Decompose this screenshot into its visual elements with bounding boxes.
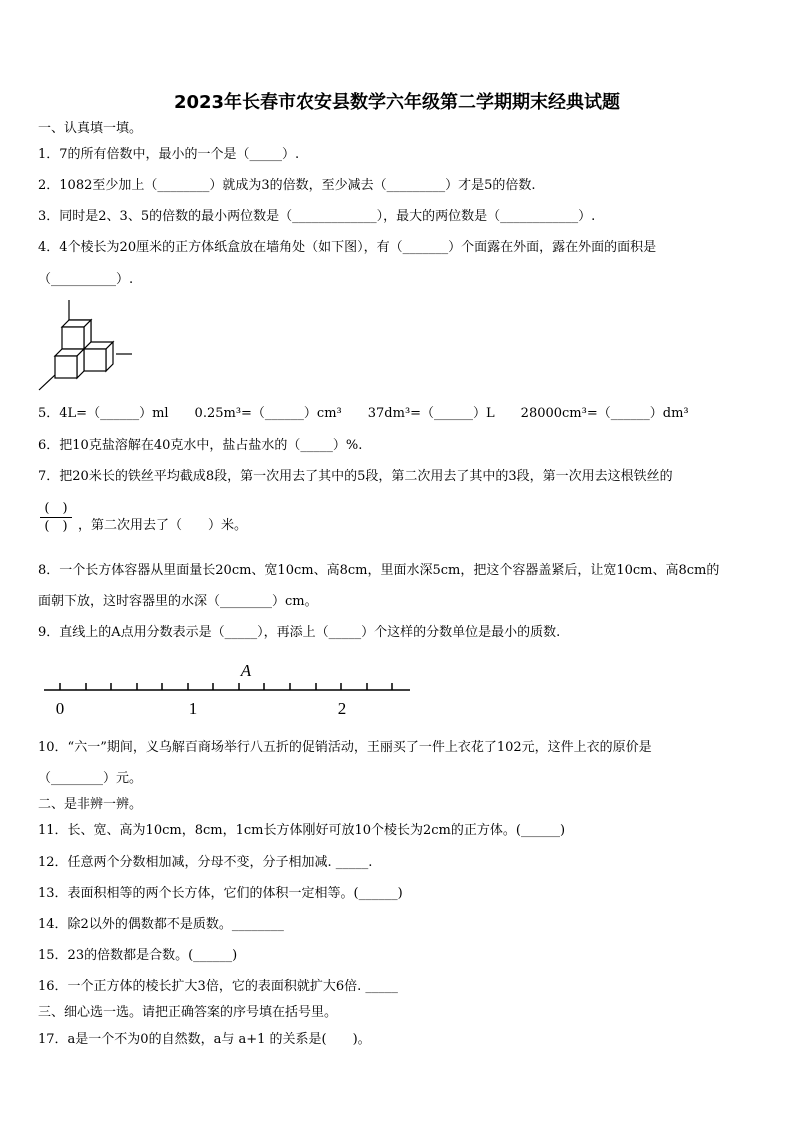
question-3: 3．同时是2、3、5的倍数的最小两位数是（_____________），最大的两位数是（____________）. xyxy=(38,209,596,224)
fraction-denominator: ( ) xyxy=(44,519,68,534)
question-8-line2: 面朝下放，这时容器里的水深（________）cm。 xyxy=(38,594,318,609)
question-7-line1: 7．把20米长的铁丝平均截成8段，第一次用去了其中的5段，第二次用去了其中的3段，第一次用去这根铁丝的 xyxy=(38,469,673,484)
tick-label-1: 1 xyxy=(188,699,198,718)
question-1: 1．7的所有倍数中，最小的一个是（_____）. xyxy=(38,147,300,162)
question-4-line1: 4．4个棱长为20厘米的正方体纸盒放在墙角处（如下图），有（_______）个面露在外面，露在外面的面积是 xyxy=(38,240,657,255)
question-9: 9．直线上的A点用分数表示是（_____），再添上（_____）个这样的分数单位是最小的质数. xyxy=(38,625,561,640)
question-17: 17．a是一个不为0的自然数，a与 a+1 的关系是( )。 xyxy=(38,1032,371,1047)
tick-label-2: 2 xyxy=(337,699,347,718)
tick-label-0: 0 xyxy=(55,699,65,718)
section-heading-fill: 一、认真填一填。 xyxy=(38,121,143,136)
question-15: 15．23的倍数都是合数。(______) xyxy=(38,948,238,963)
question-8-line1: 8．一个长方体容器从里面量长20cm、宽10cm、高8cm，里面水深5cm，把这个容器盖紧后，让宽10cm、高8cm的 xyxy=(38,563,720,578)
question-11: 11．长、宽、高为10cm，8cm，1cm长方体刚好可放10个棱长为2cm的正方体。(______) xyxy=(38,823,566,838)
question-2: 2．1082至少加上（________）就成为3的倍数，至少减去（_________）才是5的倍数. xyxy=(38,178,536,193)
question-4-line2: （__________）. xyxy=(38,272,134,287)
question-12: 12．任意两个分数相加减，分母不变，分子相加减. _____. xyxy=(38,855,373,870)
fraction-numerator: ( ) xyxy=(44,501,68,516)
question-6: 6．把10克盐溶解在40克水中，盐占盐水的（_____）%. xyxy=(38,438,363,453)
point-a-label: A xyxy=(240,661,252,680)
cubes-in-corner-figure xyxy=(36,298,136,392)
question-14: 14．除2以外的偶数都不是质数。________ xyxy=(38,917,284,932)
page-title: 2023年长春市农安县数学六年级第二学期期末经典试题 xyxy=(173,92,621,113)
section-heading-choice: 三、细心选一选。请把正确答案的序号填在括号里。 xyxy=(38,1005,338,1020)
question-10-line2: （________）元。 xyxy=(38,771,143,786)
question-7-line2: ，第二次用去了（ ）米。 xyxy=(78,518,248,533)
question-10-line1: 10．“六一”期间，义乌解百商场举行八五折的促销活动，王丽买了一件上衣花了102元，这件上衣的原价是 xyxy=(38,740,652,755)
question-7-fraction xyxy=(40,500,72,535)
question-13: 13．表面积相等的两个长方体，它们的体积一定相等。(______) xyxy=(38,886,403,901)
question-16: 16．一个正方体的棱长扩大3倍，它的表面积就扩大6倍. _____ xyxy=(38,979,398,994)
number-line-figure xyxy=(40,652,416,718)
question-5: 5．4L=（______）ml 0.25m³=（______）cm³ 37dm³=（______）L 28000cm³=（______）dm³ xyxy=(38,406,689,421)
section-heading-true-false: 二、是非辨一辨。 xyxy=(38,797,143,812)
